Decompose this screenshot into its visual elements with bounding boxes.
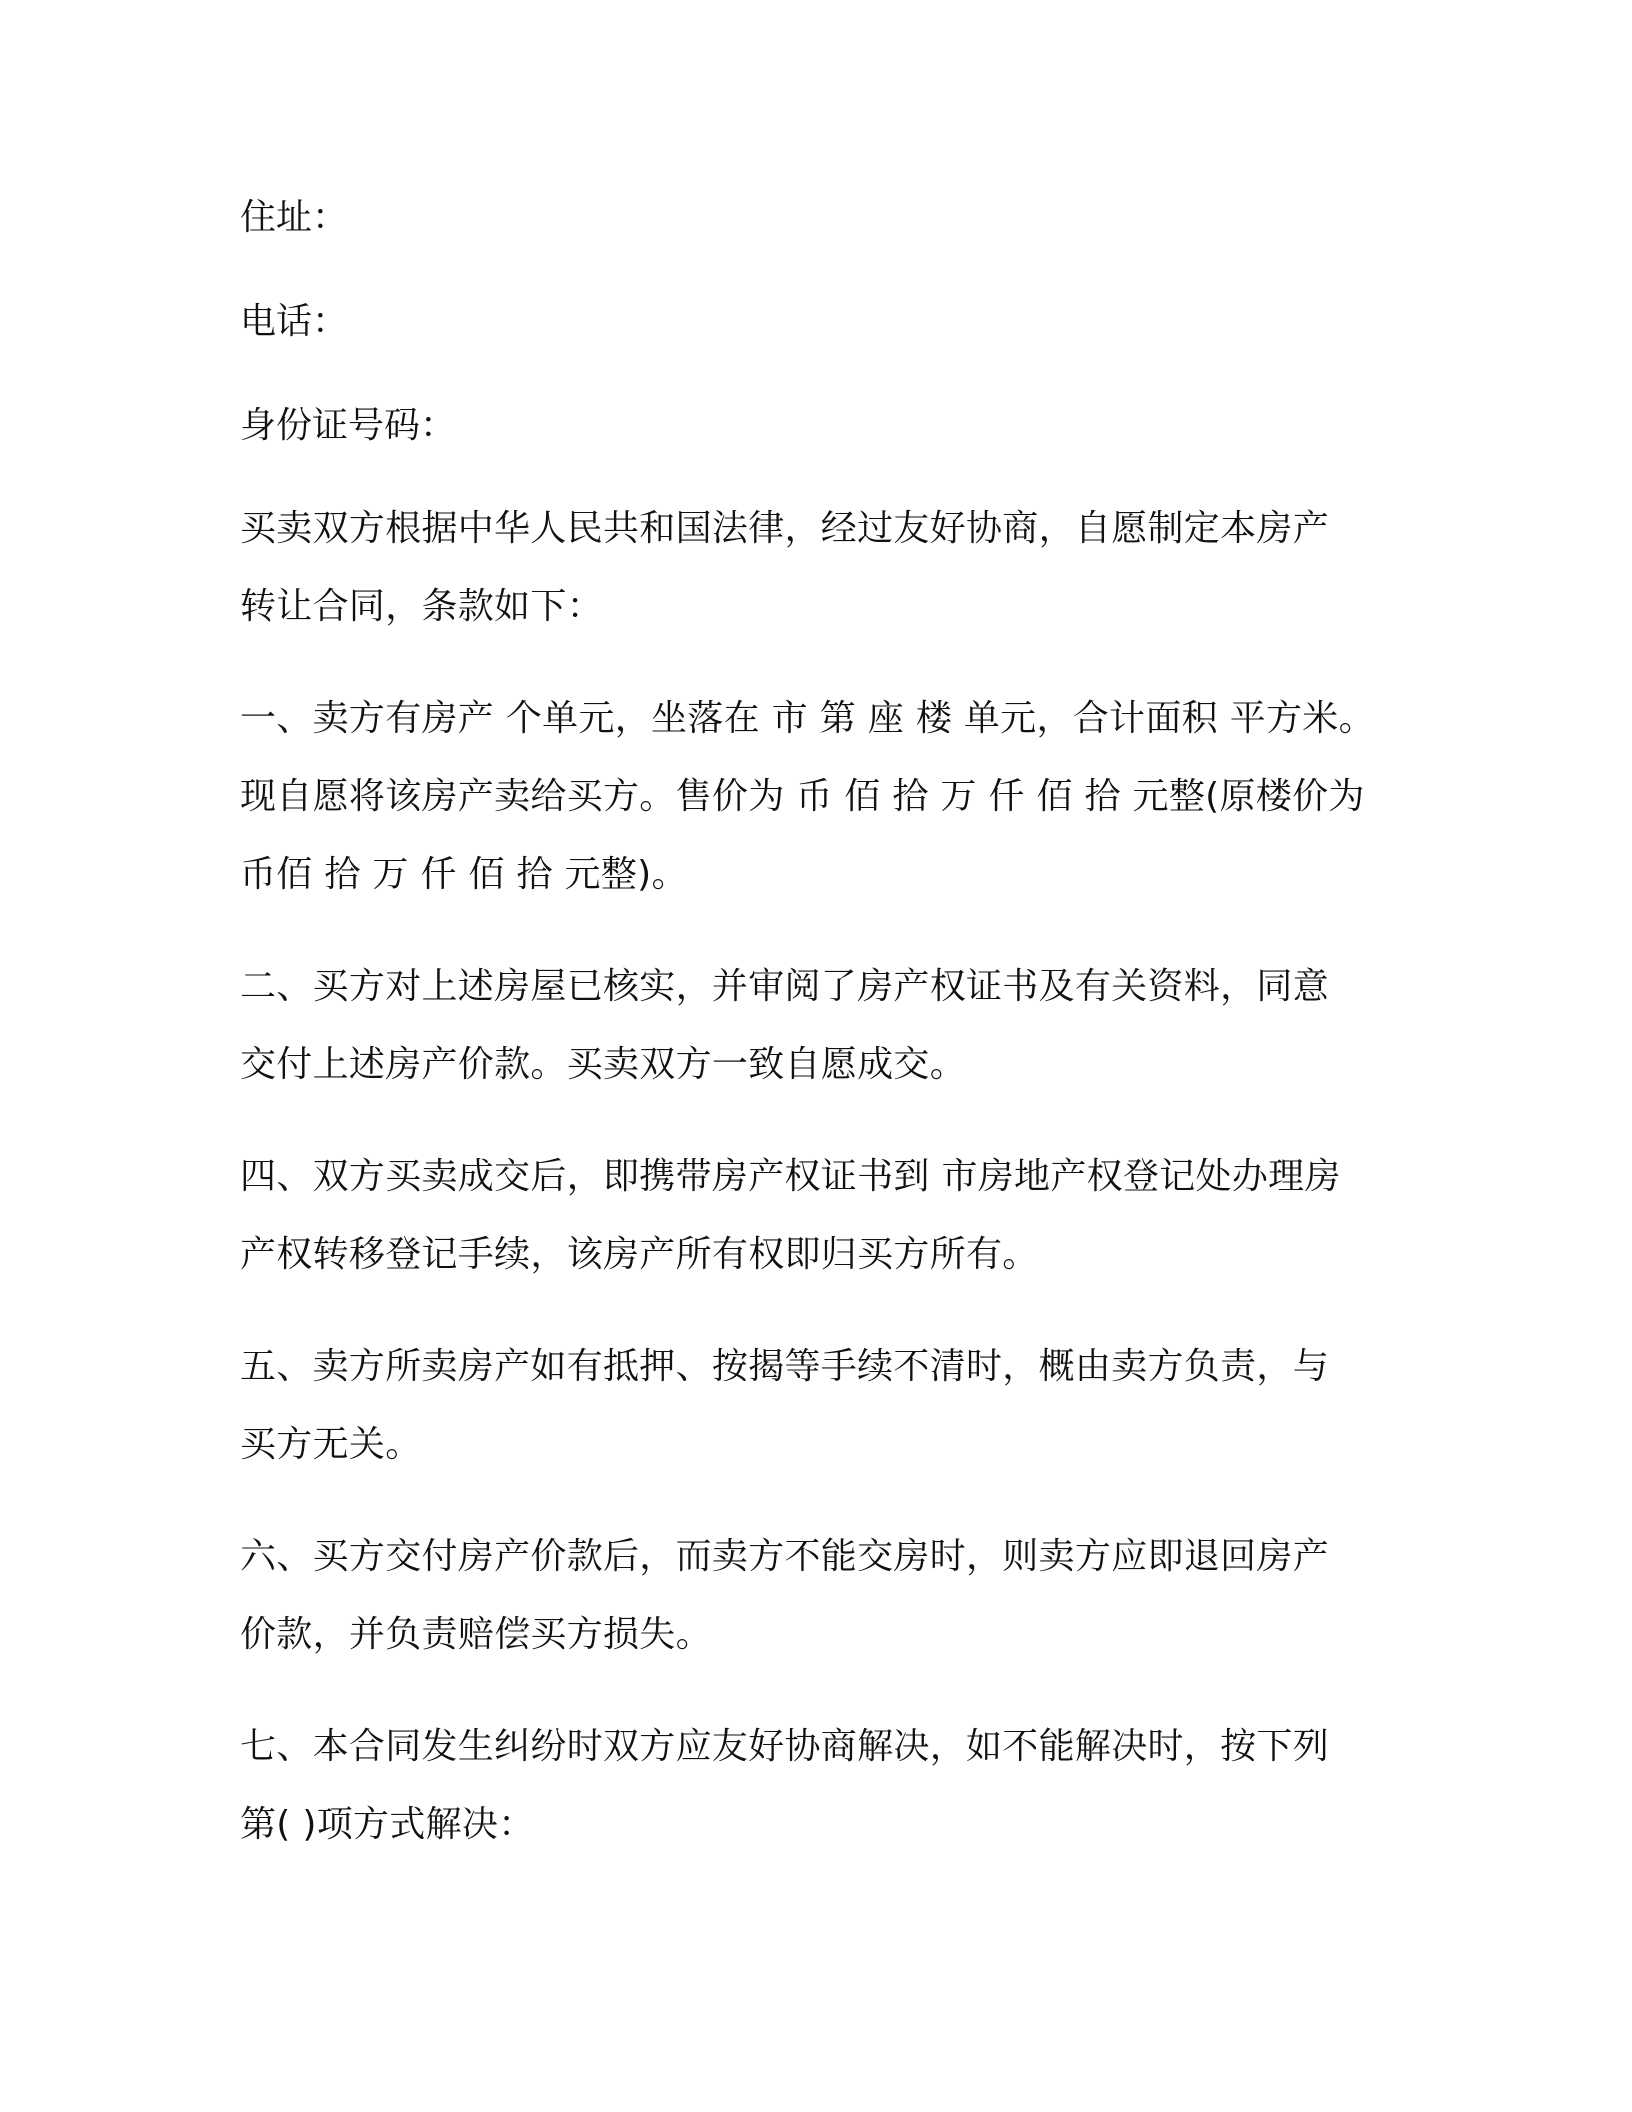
paragraph-line: 二、买方对上述房屋已核实，并审阅了房产权证书及有关资料，同意: [240, 966, 1330, 1007]
phone-field-label: 电话：: [240, 301, 349, 342]
paragraph-line: 五、卖方所卖房产如有抵押、按揭等手续不清时，概由卖方负责，与: [240, 1346, 1330, 1387]
paragraph-line: 第( )项方式解决：: [240, 1804, 535, 1845]
clause-5-paragraph: [240, 1328, 1370, 1484]
paragraph-line: 币佰 拾 万 仟 佰 拾 元整)。: [240, 854, 688, 895]
paragraph-line: 买卖双方根据中华人民共和国法律，经过友好协商，自愿制定本房产: [240, 508, 1330, 549]
paragraph-line: 转让合同，条款如下：: [240, 586, 604, 627]
paragraph-line: 现自愿将该房产卖给买方。售价为 币 佰 拾 万 仟 佰 拾 元整(原楼价为: [240, 776, 1365, 817]
paragraph-line: 价款，并负责赔偿买方损失。: [240, 1614, 712, 1655]
paragraph-line: 买方无关。: [240, 1424, 422, 1465]
paragraph-line: 六、买方交付房产价款后，而卖方不能交房时，则卖方应即退回房产: [240, 1536, 1330, 1577]
clause-1-paragraph: [240, 680, 1375, 914]
intro-paragraph: [240, 490, 1370, 646]
paragraph-line: 交付上述房产价款。买卖双方一致自愿成交。: [240, 1044, 967, 1085]
paragraph-line: 产权转移登记手续，该房产所有权即归买方所有。: [240, 1234, 1039, 1275]
address-field-label: 住址：: [240, 197, 349, 238]
clause-6-paragraph: [240, 1518, 1370, 1674]
clause-2-paragraph: [240, 948, 1370, 1104]
clause-7-paragraph: [240, 1708, 1370, 1864]
paragraph-line: 七、本合同发生纠纷时双方应友好协商解决，如不能解决时，按下列: [240, 1726, 1330, 1767]
id-number-field-label: 身份证号码：: [240, 405, 457, 446]
document-page: [240, 194, 1375, 1898]
clause-4-paragraph: [240, 1138, 1370, 1294]
paragraph-line: 一、卖方有房产 个单元，坐落在 市 第 座 楼 单元，合计面积 平方米。: [240, 698, 1375, 739]
paragraph-line: 四、双方买卖成交后，即携带房产权证书到 市房地产权登记处办理房: [240, 1156, 1341, 1197]
